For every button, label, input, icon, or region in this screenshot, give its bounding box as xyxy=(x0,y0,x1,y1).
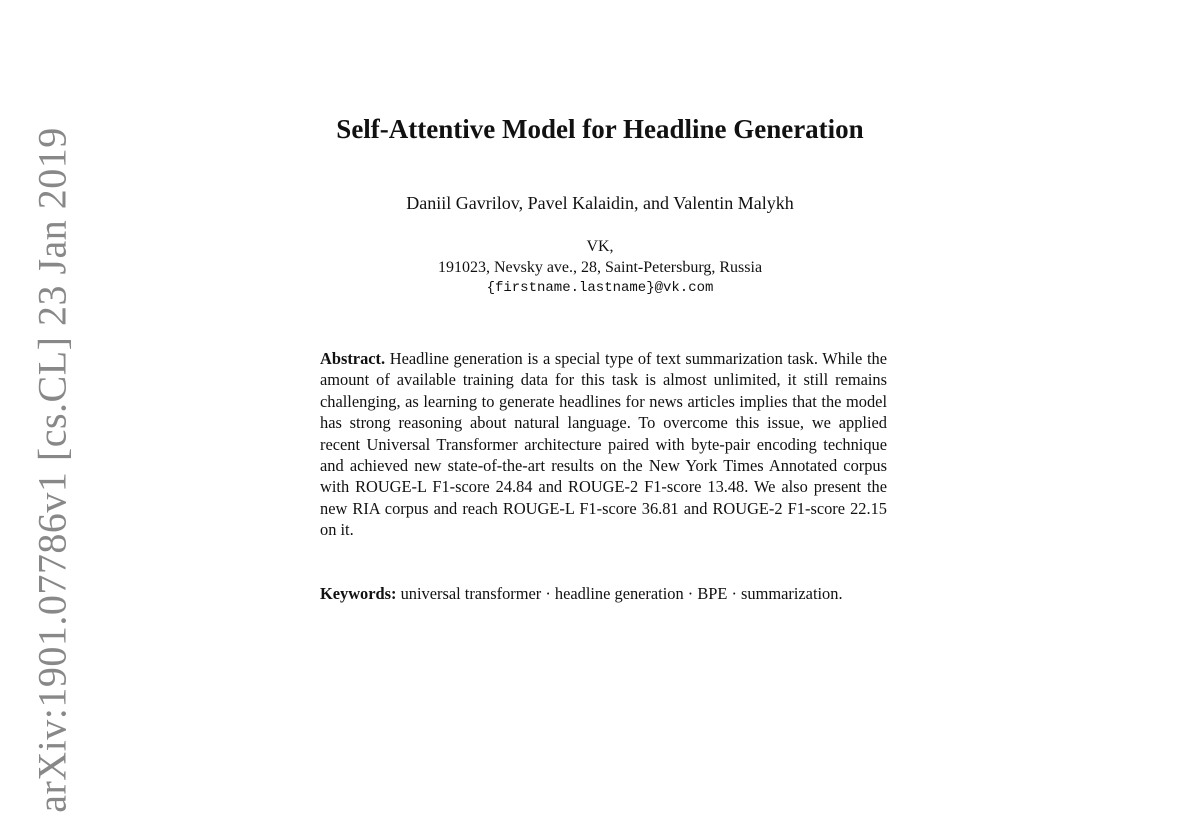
paper-authors: Daniil Gavrilov, Pavel Kalaidin, and Valentin Malykh xyxy=(406,193,794,213)
abstract-block xyxy=(320,348,887,541)
abstract-label: Abstract. xyxy=(320,349,386,368)
arxiv-identifier-stamp: arXiv:1901.07786v1 [cs.CL] 23 Jan 2019 xyxy=(29,127,75,813)
affiliation-email: {firstname.lastname}@vk.com xyxy=(486,280,714,296)
keywords-text: universal transformer · headline generation · BPE · summarization. xyxy=(400,584,843,603)
affiliation-address: 191023, Nevsky ave., 28, Saint-Petersburg, Russia xyxy=(437,259,763,276)
paper-title: Self-Attentive Model for Headline Generation xyxy=(336,114,864,144)
affiliation-block xyxy=(0,236,1200,299)
keywords-block xyxy=(320,583,887,604)
keywords-label: Keywords: xyxy=(320,584,397,603)
abstract-text: Headline generation is a special type of text summarization task. While the amount of available training data for this task is almost unlimited, it still remains challenging, as learning to generate headlines for news articles implies that the model has strong reasoning about natural language. To overcome this issue, we applied recent Universal Transformer architecture paired with byte-pair encoding technique and achieved new state-of-the-art results on the New York Times Annotated corpus with ROUGE-L F1-score 24.84 and ROUGE-2 F1-score 13.48. We also present the new RIA corpus and reach ROUGE-L F1-score 36.81 and ROUGE-2 F1-score 22.15 on it. xyxy=(320,349,887,540)
affiliation-org: VK, xyxy=(586,238,614,255)
